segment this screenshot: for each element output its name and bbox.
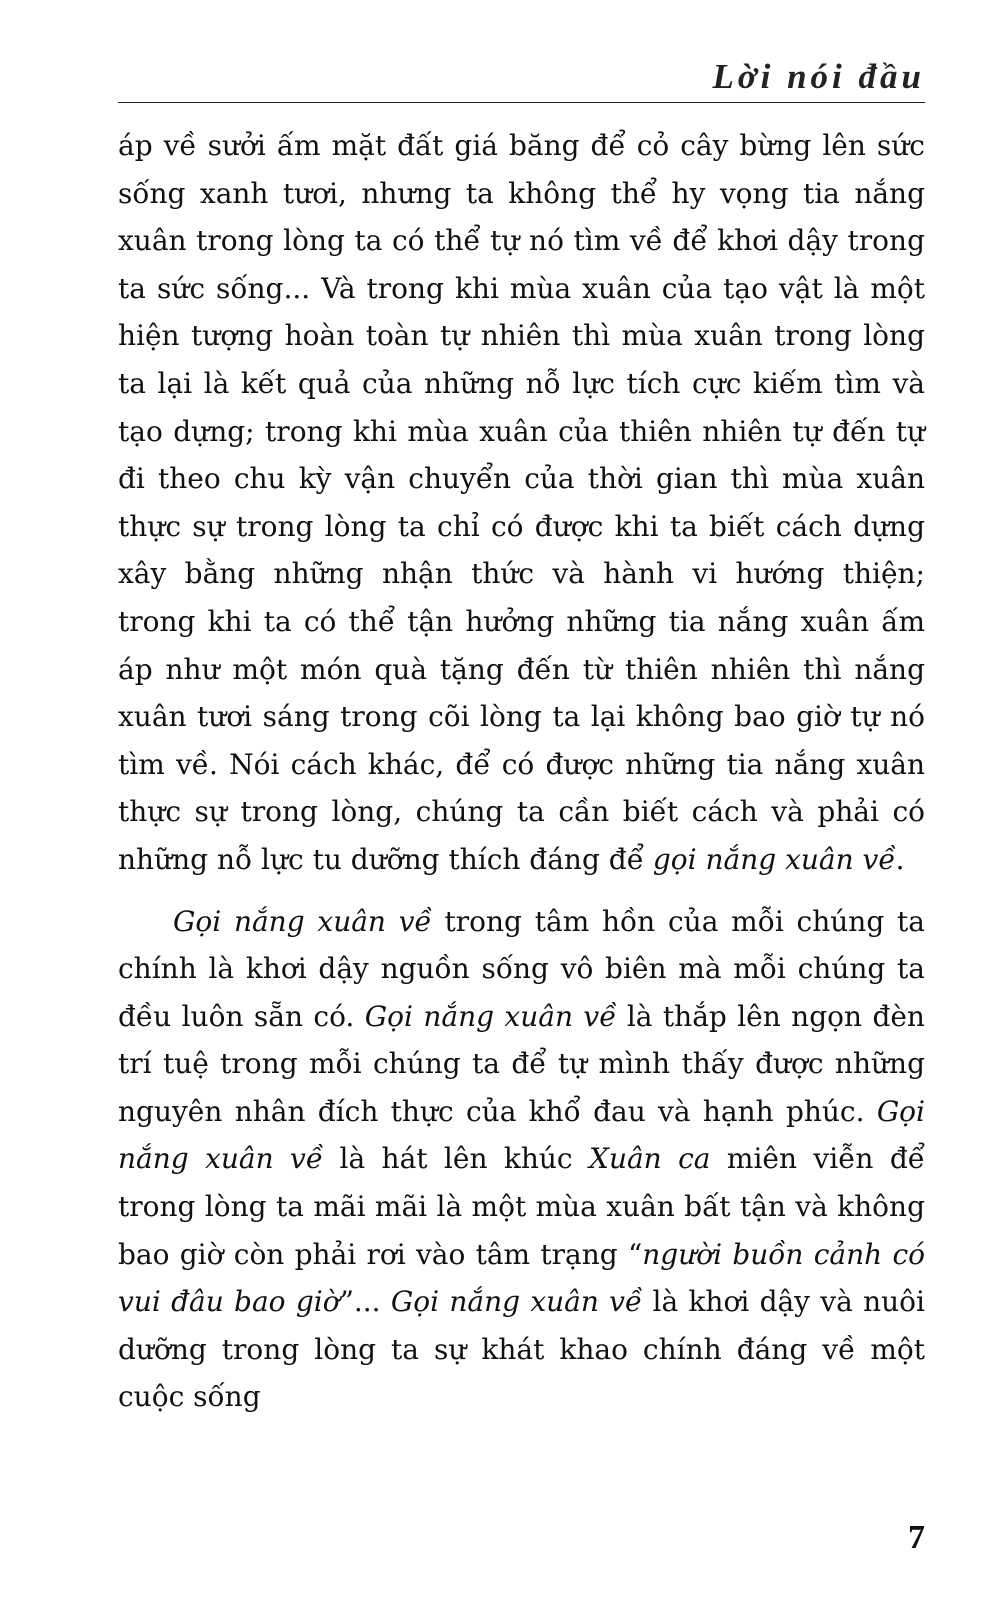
text-run: là khơi dậy và nuôi dưỡng trong lòng ta sự khát khao chính đáng về một cuộc sống: [118, 1285, 925, 1414]
text-run: là hát lên khúc: [323, 1142, 590, 1176]
italic-phrase: Gọi nắng xuân về: [364, 999, 617, 1033]
paragraph-1: [118, 122, 925, 884]
italic-phrase: Gọi nắng xuân về: [173, 904, 432, 938]
body-text: [118, 122, 925, 1421]
text-run: là thắp lên ngọn đèn trí tuệ trong mỗi chúng ta để tự mình thấy được những nguyên nhân đích thực của khổ đau và hạnh phúc.: [118, 999, 925, 1128]
italic-phrase: Gọi nắng xuân về: [118, 1094, 925, 1176]
text-run: áp về sưởi ấm mặt đất giá băng để cỏ cây bừng lên sức sống xanh tươi, nhưng ta không thể hy vọng tia nắng xuân trong lòng ta có thể tự nó tìm về để khơi dậy trong ta sức sống... Và trong khi mùa xuân của tạo vật là một hiện tượng hoàn toàn tự nhiên thì mùa xuân trong lòng ta lại là kết quả của những nỗ lực tích cực kiếm tìm và tạo dựng; trong khi mùa xuân của thiên nhiên tự đến tự đi theo chu kỳ vận chuyển của thời gian thì mùa xuân thực sự trong lòng ta chỉ có được khi ta biết cách dựng xây bằng những nhận thức và hành vi hướng thiện; trong khi ta có thể tận hưởng những tia nắng xuân ấm áp như một món quà tặng đến từ thiên nhiên thì nắng xuân tươi sáng trong cõi lòng ta lại không bao giờ tự nó tìm về. Nói cách khác, để có được những tia nắng xuân thực sự trong lòng, chúng ta cần biết cách và phải có những nỗ lực tu dưỡng thích đáng để: [118, 129, 925, 876]
italic-phrase: Gọi nắng xuân về: [390, 1285, 643, 1319]
chapter-title: Lời nói đầu: [712, 57, 925, 96]
page-number: 7: [908, 1519, 925, 1556]
paragraph-2: [118, 898, 925, 1422]
text-run: miên viễn để trong lòng ta mãi mãi là một mùa xuân bất tận và không bao giờ còn phải rơi vào tâm trạng “: [118, 1142, 926, 1271]
italic-phrase: Xuân ca: [589, 1142, 711, 1176]
italic-phrase: gọi nắng xuân về: [652, 842, 896, 876]
text-run: trong tâm hồn của mỗi chúng ta chính là khơi dậy nguồn sống vô biên mà mỗi chúng ta đều luôn sẵn có.: [118, 904, 925, 1033]
italic-quote: người buồn cảnh có vui đâu bao giờ: [118, 1237, 925, 1319]
text-run: .: [895, 842, 905, 876]
text-run: ”...: [339, 1285, 391, 1319]
running-header: [118, 52, 925, 103]
